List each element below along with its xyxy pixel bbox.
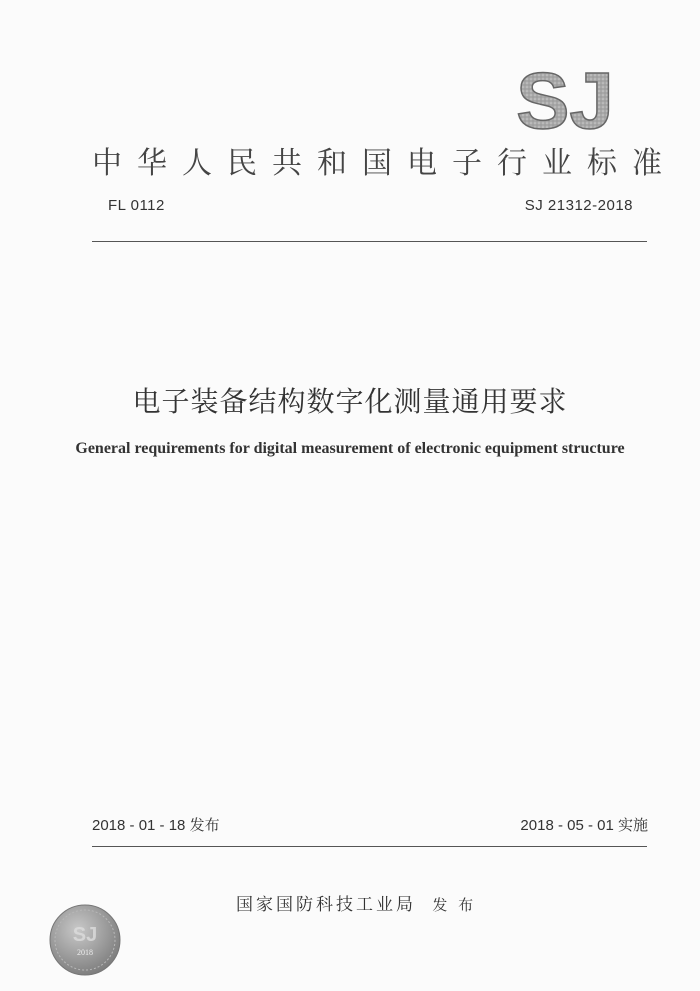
org-title: 中华人民共和国电子行业标准 bbox=[92, 146, 677, 181]
svg-text:SJ: SJ bbox=[516, 62, 614, 134]
sj-logo-icon bbox=[510, 62, 620, 134]
standard-title-chinese: 电子装备结构数字化测量通用要求 bbox=[132, 385, 568, 418]
top-divider bbox=[92, 241, 647, 242]
seal-icon bbox=[48, 903, 122, 977]
standard-number: SJ 21312-2018 bbox=[524, 197, 633, 214]
anti-counterfeit-seal bbox=[48, 903, 122, 977]
standard-title-english: General requirements for digital measurement of electronic equipment structure bbox=[75, 440, 625, 457]
implement-date: 2018 - 05 - 01 实施 bbox=[520, 817, 648, 834]
bottom-divider bbox=[92, 846, 647, 847]
issue-date: 2018 - 01 - 18 发布 bbox=[92, 817, 220, 834]
publisher bbox=[236, 890, 476, 915]
sj-logo bbox=[510, 62, 620, 134]
publisher-name: 国家国防科技工业局 bbox=[236, 895, 416, 915]
classification-code: FL 0112 bbox=[108, 197, 165, 214]
svg-text:SJ: SJ bbox=[72, 924, 98, 946]
publisher-label: 发 布 bbox=[432, 896, 477, 914]
svg-text:2018: 2018 bbox=[77, 948, 93, 957]
